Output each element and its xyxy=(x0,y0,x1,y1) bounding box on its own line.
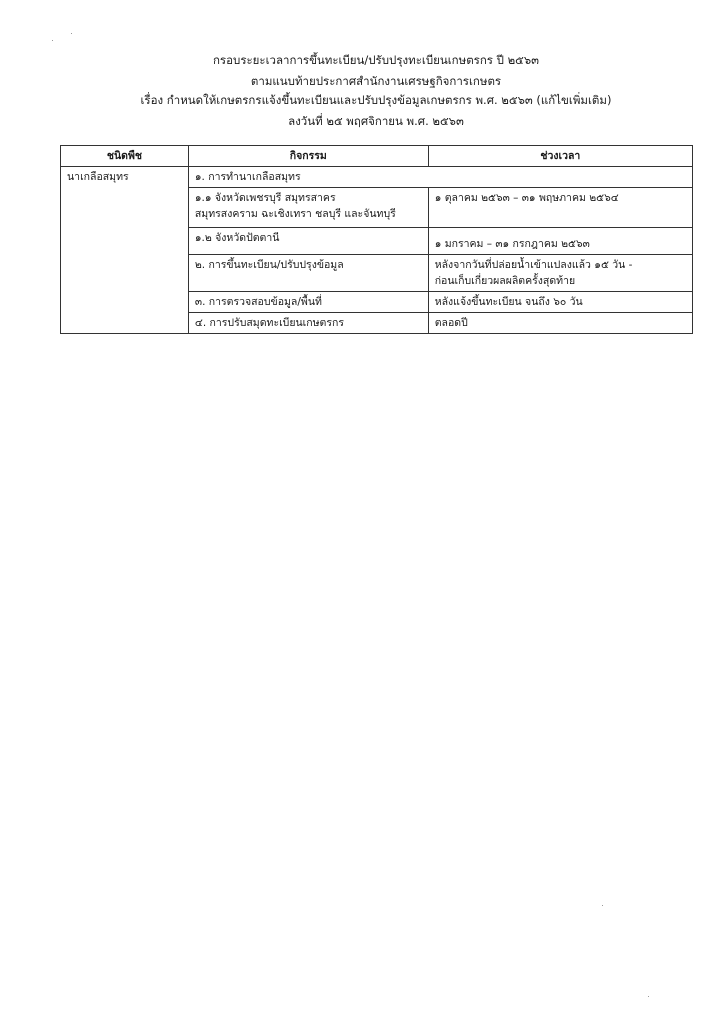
scan-speck xyxy=(71,33,72,34)
column-header-period: ช่วงเวลา xyxy=(428,146,692,167)
period-cell: ตลอดปี xyxy=(428,313,692,334)
table-row xyxy=(61,167,693,188)
scan-speck xyxy=(648,996,649,997)
activity-cell xyxy=(188,188,428,228)
activity-cell: ๔. การปรับสมุดทะเบียนเกษตรกร xyxy=(188,313,428,334)
period-line: หลังจากวันที่ปล่อยน้ำเข้าแปลงแล้ว ๑๕ วัน - xyxy=(434,259,633,271)
period-cell: ๑ มกราคม – ๓๑ กรกฎาคม ๒๕๖๓ xyxy=(428,228,692,255)
period-cell xyxy=(428,255,692,292)
table-header-row xyxy=(61,146,693,167)
column-header-activity: กิจกรรม xyxy=(188,146,428,167)
header-date: ลงวันที่ ๒๕ พฤศจิกายน พ.ศ. ๒๕๖๓ xyxy=(288,114,464,128)
activity-line: ๑.๑ จังหวัดเพชรบุรี สมุทรสาคร xyxy=(194,192,336,204)
activity-cell: ๑.๒ จังหวัดปัตตานี xyxy=(188,228,428,255)
period-cell: ๑ ตุลาคม ๒๕๖๓ – ๓๑ พฤษภาคม ๒๕๖๔ xyxy=(428,188,692,228)
period-cell: หลังแจ้งขึ้นทะเบียน จนถึง ๖๐ วัน xyxy=(428,292,692,313)
schedule-table xyxy=(60,145,693,334)
scan-speck xyxy=(602,905,603,906)
activity-cell: ๓. การตรวจสอบข้อมูล/พื้นที่ xyxy=(188,292,428,313)
scan-speck xyxy=(52,40,53,41)
header-reference: ตามแนบท้ายประกาศสำนักงานเศรษฐกิจการเกษตร xyxy=(250,74,502,88)
crop-cell: นาเกลือสมุทร xyxy=(61,167,189,334)
activity-cell: ๑. การทำนาเกลือสมุทร xyxy=(188,167,692,188)
column-header-crop: ชนิดพืช xyxy=(61,146,189,167)
period-line: ก่อนเก็บเกี่ยวผลผลิตครั้งสุดท้าย xyxy=(434,275,576,287)
activity-line: สมุทรสงคราม ฉะเชิงเทรา ชลบุรี และจันทบุรี xyxy=(194,208,396,220)
activity-cell: ๒. การขึ้นทะเบียน/ปรับปรุงข้อมูล xyxy=(188,255,428,292)
header-subject: เรื่อง กำหนดให้เกษตรกรแจ้งขึ้นทะเบียนและปรับปรุงข้อมูลเกษตรกร พ.ศ. ๒๕๖๓ (แก้ไขเพิ่มเติม) xyxy=(140,93,612,107)
header-title: กรอบระยะเวลาการขึ้นทะเบียน/ปรับปรุงทะเบียนเกษตรกร ปี ๒๕๖๓ xyxy=(212,53,540,67)
